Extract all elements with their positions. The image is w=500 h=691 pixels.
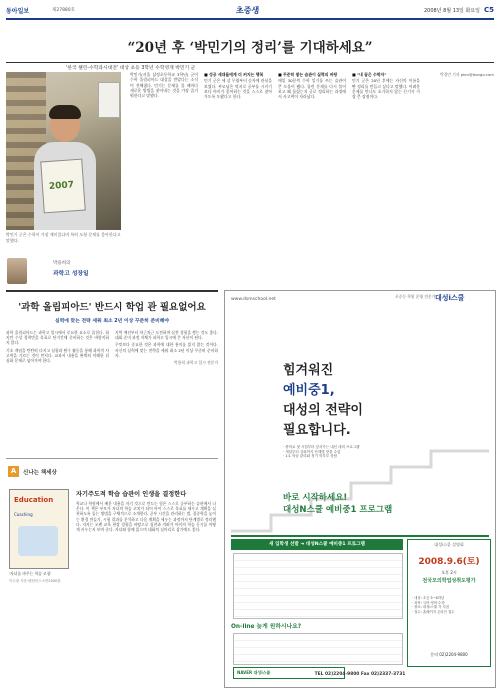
article-paragraph: 민기 군은 세 살 무렵부터 숫자에 관심을 보였다. 부모님은 억지로 공부를 시키기보다 아이가 좋아하는 것을 스스로 찾아가도록 도왔다고 한다.	[204, 78, 272, 100]
event-date: 2008.9.6(토)	[418, 557, 480, 567]
article-paragraph: 지역 예선부터 차근차근 도전하며 실전 경험을 쌓는 것도 좋다. 대회 준비 과정 자체가 과학고 입시에 큰 자산이 된다.	[115, 330, 218, 341]
article-subhead: ■ 꾸준히 쌓는 습관이 실력의 바탕	[278, 72, 338, 77]
article-subhead: ■ 성공 세대들에게 더 커지는 행복	[204, 72, 264, 77]
ad-event-box	[407, 539, 491, 667]
columnist-name: 박용희의	[53, 261, 71, 266]
section-bar	[6, 466, 218, 477]
article-paragraph: 무엇보다 중요한 것은 과학에 대한 흥미를 잃지 않는 것이다. 자신의 실력에 맞는 전략을 세워 최소 2년 이상 꾸준히 준비하자.	[115, 342, 218, 358]
article-byline: 박경민 기자 pkm@donga.com	[439, 72, 494, 77]
figure-hair	[49, 105, 81, 119]
ad-hero	[231, 309, 489, 533]
article-subhead: ■ "내 꿈은 수학자"	[352, 72, 387, 77]
ad-url[interactable]: www.dsmschool.net	[231, 297, 276, 302]
academy-advertisement[interactable]	[224, 290, 496, 688]
article-paragraph: 민기 군은 20년 후에는 자신의 이름을 딴 정리를 만들고 싶다고 말했다. 어려운 문제를 만나도 포기하지 않는 끈기가 가장 큰 장점이다.	[352, 78, 420, 100]
held-book	[40, 159, 86, 214]
book-year: 2007	[48, 180, 75, 192]
ad-search-label: NAVER 대성i스쿨	[237, 670, 271, 675]
ad-lower-panel	[231, 535, 489, 683]
column-title: 과학고 성장일	[53, 271, 89, 277]
event-detail: · 접수: 홈페이지 온라인 접수	[412, 609, 455, 614]
article-paragraph: 기초 개념을 탄탄히 다지고 실험과 탐구 활동을 통해 과학적 사고력을 기르는 것이 먼저다. 교과서 내용을 완벽히 이해한 뒤 심화 문제로 넘어가야 한다.	[6, 347, 109, 364]
masthead	[6, 4, 494, 20]
main-headline: “20년 후 ‘박민기의 정리’를 기대하세요”	[127, 40, 373, 56]
ad-online-table	[233, 633, 403, 665]
ad-headline-1: 힘겨워진	[283, 363, 334, 378]
review-title: 자기주도적 학습 습관이 인생을 결정한다	[76, 491, 187, 498]
book-cover-subtitle: Coaching	[14, 512, 33, 517]
date-page	[424, 6, 494, 14]
ad-headline-2: 예비중1,	[283, 383, 335, 398]
ad-online-heading: On-line 늦게 원하시나요?	[231, 624, 302, 630]
columnist-tag	[53, 258, 117, 288]
article-paragraph: 박민기(서울 삼정초등학교 3학년) 군이 수학 올림피아드 대상을 받았다는 소식이 전해졌다. 민기는 문제를 풀 때마다 새로운 방법을 찾아내는 것을 가장 즐거워한다고 말했다.	[130, 72, 198, 99]
ad-point: · 개념부터 심화까지 단계별 맞춤 수업	[283, 449, 341, 454]
event-details	[412, 596, 486, 614]
olympiad-body	[6, 330, 218, 438]
photo-caption: 박민기 군은 수학이 가장 재미있다며 특히 도형 문제를 좋아한다고 말했다.	[6, 232, 121, 243]
event-box-top: 대성i스쿨 설명회	[434, 542, 464, 547]
ad-headline-4: 필요합니다.	[283, 423, 351, 438]
calendar-graphic	[98, 82, 120, 118]
ad-phone: TEL 02)2204-9800 Fax 02)2337-3731	[314, 672, 406, 677]
ad-cta-1[interactable]: 바로 시작하세요!	[283, 493, 348, 503]
main-article-body	[130, 72, 494, 286]
event-detail: · 대상: 초등 5~6학년	[412, 596, 445, 600]
book-cover	[9, 489, 69, 569]
event-title: 전국모의학업성취도평가	[422, 578, 476, 584]
ad-point: · 중학교 첫 시험부터 앞서가는 내신 대비 프로그램	[283, 445, 360, 449]
book-caption: '자녀를 바꾸는 학습 코칭'	[9, 571, 52, 576]
section-label: 신나는 책세상	[23, 470, 57, 476]
book-publisher: 이수광 지음·팬덤북스·1만2000원	[9, 579, 61, 583]
olympiad-byline: 박용희 과학고 입시 전문가	[174, 360, 218, 366]
event-contact: 문의 02)2204-9800	[430, 652, 468, 657]
book-review-section	[6, 458, 218, 687]
event-time: 오후 2시	[441, 570, 457, 575]
ad-cta-2[interactable]: 대성N스쿨 예비중1 프로그램	[283, 505, 393, 515]
ad-top-text: 초중등 학원 운영 전문가	[395, 294, 436, 299]
article-paragraph: 과학 올림피아드는 과학고 입시에서 중요한 요소로 꼽힌다. 하지만 수상 경력만을 목표로 단기간에 준비하는 것은 바람직하지 않다.	[6, 330, 109, 346]
issue-number: 제27880호	[52, 8, 76, 13]
ad-lower-title: 새 입학생 선발 ➜ 대성N스쿨 예비중1 프로그램	[231, 539, 403, 550]
event-detail: · 과목: 국어·영어·수학	[412, 600, 445, 605]
student-photo	[6, 72, 121, 230]
review-body: 학교나 학원에서 배운 내용을 자기 것으로 만드는 힘은 스스로 공부하는 습관에서 나온다. 이 책은 부모가 자녀의 학습 코치가 되어 아이 스스로 목표를 세우고 계획을 실천하도록 돕는 방법을 구체적으로 소개한다. 공부 시간을 관리하는 법, 집중력을 높이는 환경 만들기, 시험 결과를 분석하고 다음 계획을 세우는 과정까지 단계별로 정리했다. 저자는 오랜 교육 현장 경험을 바탕으로 칭찬과 격려가 아이의 학습 동기를 어떻게 키우는지 보여 준다. 자녀와 함께 읽으며 대화의 실마리로 삼기에도 좋다.	[76, 501, 216, 533]
paper-name: 동아일보	[6, 8, 30, 15]
olympiad-headline: '과학 올림피아드' 반드시 학업 관 필요없어요	[18, 302, 206, 313]
event-detail: · 장소: 대성i스쿨 각 지점	[412, 605, 449, 610]
ad-logo: 대성i스쿨	[435, 294, 465, 302]
ad-schedule-table	[233, 553, 403, 619]
book-cover-illustration	[18, 526, 58, 556]
ad-headline-3: 대성의 전략이	[283, 403, 363, 418]
article-paragraph: 매일 30분씩 수학 일기를 쓰는 습관이 큰 도움이 됐다. 틀린 문제를 다시 풀어보고 왜 틀렸는지 글로 정리하는 과정에서 사고력이 자라났다.	[278, 78, 346, 100]
book-cover-title: Education	[14, 496, 54, 504]
ad-points	[283, 445, 463, 459]
page-number: C5	[483, 6, 494, 14]
olympiad-article	[6, 290, 218, 438]
section-badge-icon: A	[8, 466, 19, 477]
section-title: 초중생	[236, 6, 260, 15]
olympiad-subheadline: 실력에 맞는 전략 세워 최소 2년 이상 꾸준히 준비해야	[54, 319, 169, 324]
columnist-portrait	[7, 258, 27, 284]
headline-subtitle: '한국 챌린-수학과시대전' 대상 초등 3학년 수학영재 박민기 군	[66, 66, 196, 71]
ad-point: · 1:1 학습 관리와 정기 학부모 상담	[283, 454, 337, 459]
date: 2008년 8월 13일 화요일	[423, 8, 480, 14]
stair-graphic	[231, 423, 489, 533]
